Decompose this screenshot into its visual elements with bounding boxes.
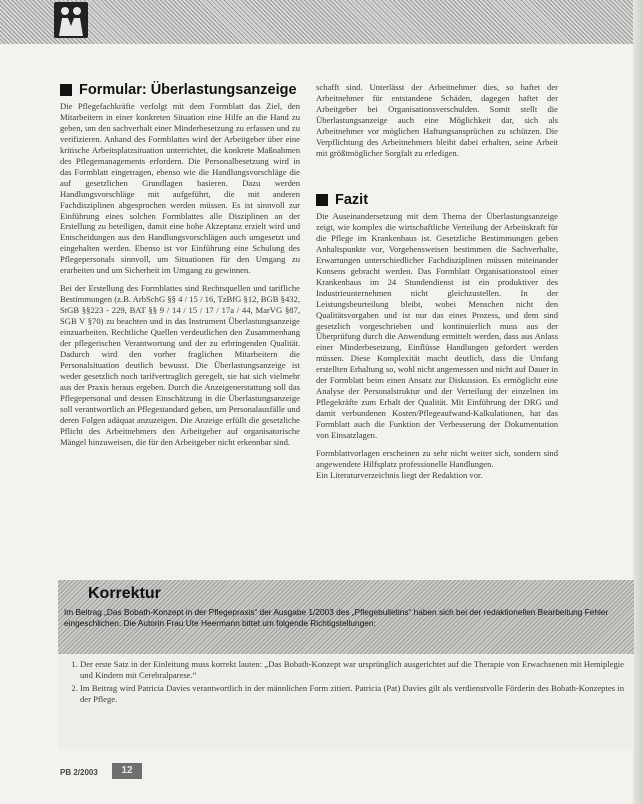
page-edge-shadow: [633, 0, 643, 804]
correction-title: Korrektur: [88, 585, 161, 602]
correction-box: [58, 580, 634, 750]
section-heading-fazit: [316, 192, 368, 208]
paragraph: Bei der Erstellung des Formblattes sind Rechtsquellen und tarifliche Bestimmungen (z.B. ArbSchG §§ 4 / 15 / 16, TzBfG §12, BGB §432, StGB §§223 - 229, BAT §§ 9 / 14 / 15 / 17 / 17a / 44, MarVG §87, SGB V §70) zu beachten und in das Instrument Überlastungsanzeige einzuarbeiten. Rechtliche Quellen verdeutlichen den Zusammenhang der pflegerischen Verantwortung und der zu erbringenden Qualität. Dadurch wird den vorher fraglichen Mitarbeitern die Personalsituation deutlich bewusst. Die Überlastungsanzeige ist weder gesetzlich noch tarifvertraglich geregelt, sie hat sich vielmehr aus der Praxis heraus ergeben. Durch die Anzeigenerstattung soll das Pflegepersonal und dessen Einschätzung in die Überlastungsanzeige soll verantwortlich an Pflegestandard geben, um Personalausfälle und deren Folgen adäquat anzuzeigen. Die Anzeige erfüllt die gesetzliche Pflicht des Arbeitnehmers den Arbeitgeber auf organisatorische Mängel hinzuweisen, die für den Arbeitgeber nicht erkennbar sind.: [60, 283, 300, 447]
paragraph: Formblattvorlagen erscheinen zu sehr nicht weiter sich, sondern sind angewendete Hilfsplatz professionelle Handlungen.: [316, 448, 558, 469]
correction-item: 1. Der erste Satz in der Einleitung muss korrekt lauten: „Das Bobath-Konzept war ursprünglich ausgerichtet auf die Therapie von Erwachsenen mit Hemiplegie und Kindern mit Cerebralparese.“: [80, 659, 624, 681]
section-heading-formular: [60, 82, 297, 98]
paragraph: Die Auseinandersetzung mit dem Thema der Überlastungsanzeige zeigt, wie komplex die wirtschaftliche Verteilung der Arbeitskraft für die Pflege im Krankenhaus ist. Gesetzliche Bestimmungen geben Anhaltspunkte vor, Vorgehensweisen bestimmen die Sachverhalte, Erwartungen unterschiedlicher Fachdisziplinen müssen miteinander Konsens gebracht werden. Das Formblatt Organisationstool einer Krankenhaus im 24 Stundendienst ist ein produktiver des Industrieunternehmen nicht gleichzustellen. In der Leistungsbeurteilung bleibt, wobei Menschen nicht den Qualitätsvorgaben und ist nur das eines Prozess, und dem sind gesetzlich vorgeschrieben und kontinuierlich muss aus der Überprüfung durch die Anwendung ermittelt werden, dass aus Anlass einer Minderbesetzung, Einflüsse Handlungen gefordert werden müssen. Diese Komplexität macht deutlich, dass die Umfang erstellten Erhaltung so, wohl nicht angemessen und nicht auf Dauer in der Formblatt beim einen Ansatz zur Diskussion. Es ermöglicht eine Analyse der Personalstruktur und der Verteilung der einzelnen im Pflegekräfte zum Erhalt der Qualität. Mit Einführung der DRG und damit verbundenen Kosten/Pflegeaufwand-Kalkulationen, hat das Formblatt auch die Funktion der Verbesserung der Dokumentation von Einsatzlagen.: [316, 211, 558, 441]
heading-bullet-icon: [60, 84, 72, 96]
paragraph: Ein Literaturverzeichnis liegt der Redaktion vor.: [316, 469, 483, 480]
journal-logo-icon: [54, 2, 88, 38]
paragraph: schafft sind. Unterlässt der Arbeitnehmer dies, so haftet der Arbeitnehmer für entstandene Schäden, dagegen haftet der Arbeitgeber bei Organisationsverschulden. Somit stellt die Überlastungsanzeige auch eine Möglichkeit dar, sich als Arbeitnehmer vor möglichen Haftungsansprüchen zu schützen. Die Verpflichtung des Arbeitnehmers bleibt dabei erhalten, seine Arbeit mit größtmöglicher Sorgfalt zu erledigen.: [316, 82, 558, 158]
header-band: [0, 0, 643, 44]
section-heading-text: Fazit: [335, 192, 369, 208]
paragraph: Die Pflegefachkräfte verfolgt mit dem Formblatt das Ziel, den Mitarbeitern in einer konkreten Situation eine Hilfe an die Hand zu geben, um den sachverhalt einer Minderbesetzung zu erfassen und zu verifizieren. Anhand des Formblattes wird der Arbeitgeber über eine kritische Arbeitsplatzsituation unterrichtet, die konkrete Maßnahmen des Pflegemanagements erfordern. Die Personalbesetzung wird in das Formblatt eingetragen, ebenso wie die Handlungsvorschläge die auf gesetzlichen Grundlagen basieren. Dazu werden Handlungsvorschläge mit aufgeführt, die mit anderen Fachdisziplinen abgesprochen werden müssen. Es ist sinnvoll zur Einführung eines solchen Formblattes alle Disziplinen an der Erstellung zu beteiligen, damit eine hohe Akzeptanz erzielt wird und Entscheidungen aus den Handlungsvorschlägen auch umgesetzt und eingehalten werden. Ebenso ist vor Einführung eine Schulung des Pflegepersonals sinnvoll, um Situationen für den Umgang zu erarbeiten und um Sicherheit im Umgang zu gewinnen.: [60, 101, 300, 276]
left-column-text: [60, 101, 300, 557]
correction-list-area: [58, 654, 634, 750]
correction-list: [58, 654, 634, 705]
correction-item: 2. Im Beitrag wird Patricia Davies verantwortlich in der männlichen Form zitiert. Patricia (Pat) Davies gilt als verdienstvolle Förderin des Bobath-Konzeptes in der Pflege.: [80, 683, 624, 705]
correction-intro: Im Beitrag „Das Bobath-Konzept in der Pflegepraxis“ der Ausgabe 1/2003 des „Pflegebulletins“ haben sich bei der redaktionellen Bearbeitung Fehler eingeschlichen. Die Autorin Frau Ute Heermann bittet um folgende Richtigstellungen:: [64, 607, 609, 628]
issue-label: PB 2/2003: [60, 768, 98, 777]
right-column-continued: [316, 82, 558, 174]
right-column-fazit-text: [316, 211, 558, 557]
page-number: 12: [112, 763, 142, 779]
heading-bullet-icon: [316, 194, 328, 206]
section-heading-text: Formular: Überlastungsanzeige: [79, 82, 297, 98]
